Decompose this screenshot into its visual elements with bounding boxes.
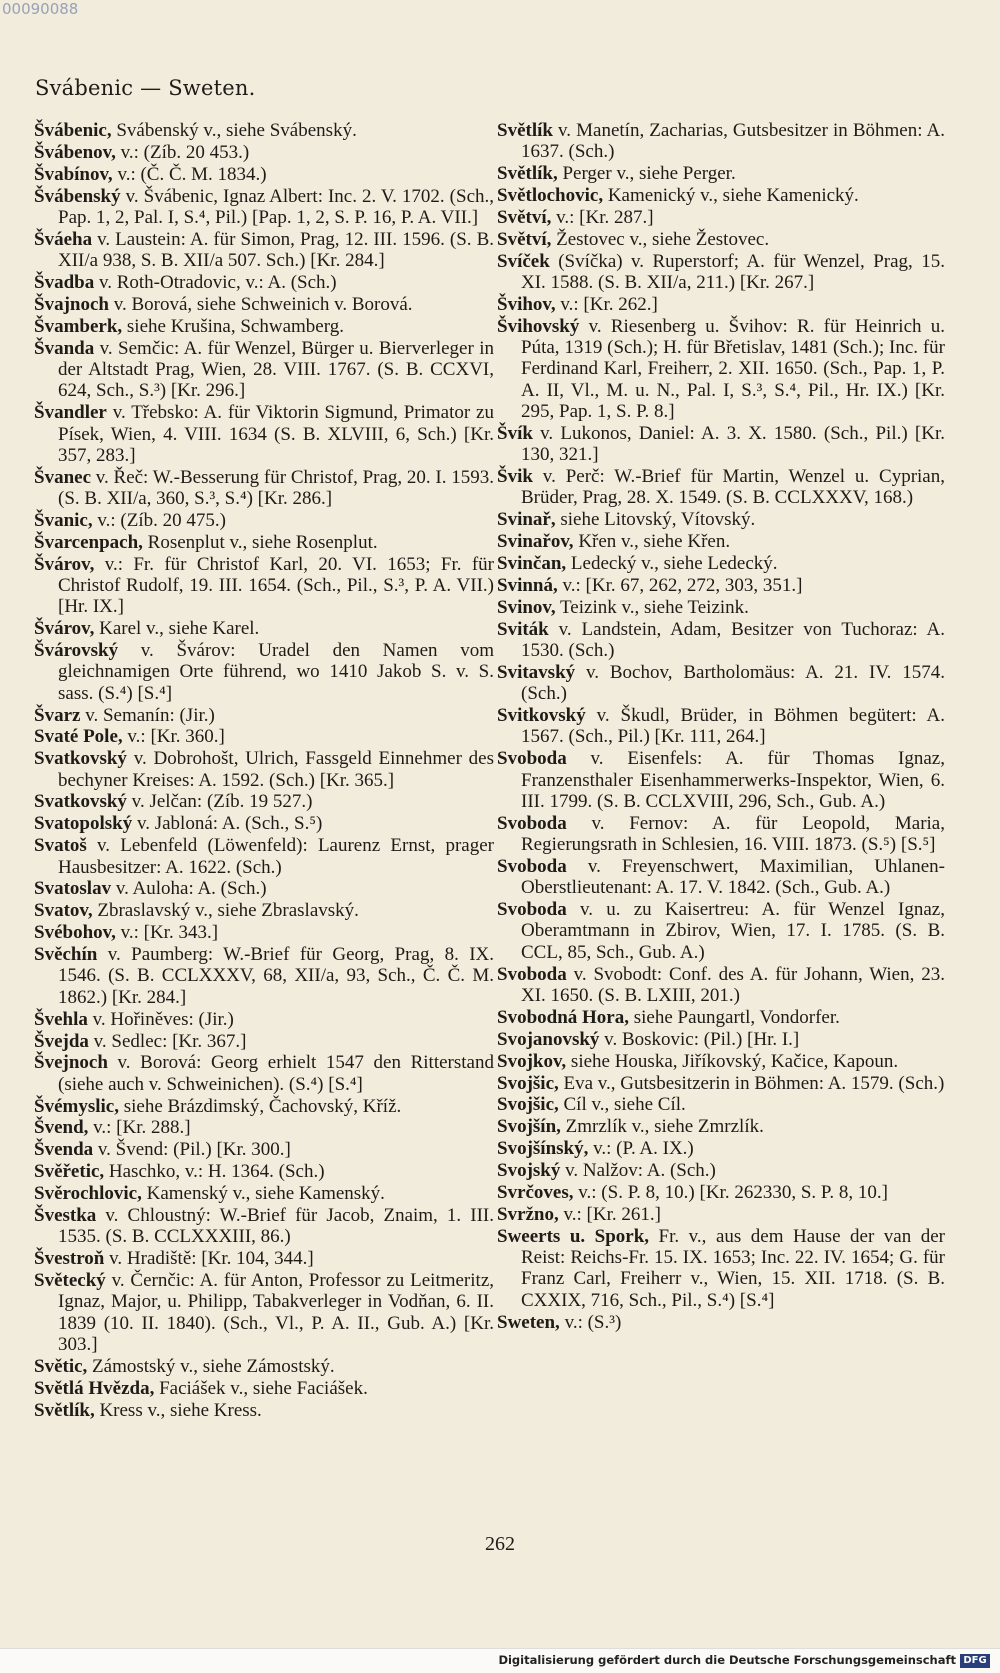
dictionary-entry <box>497 1116 945 1137</box>
dictionary-entry <box>497 423 945 466</box>
entry-text: v. Švábenic, Ignaz Albert: Inc. 2. V. 1702. (Sch., Pap. 1, 2, Pal. I, S.⁴, Pil.) [Pap. 1, 2, S. P. 16, P. A. VII.] <box>58 185 494 228</box>
dictionary-entry <box>34 510 494 531</box>
entry-headword: Svatopolský <box>34 813 133 835</box>
entry-text: Zbraslavský v., siehe Zbraslavský. <box>92 900 359 922</box>
dictionary-entry <box>34 1009 494 1030</box>
entry-headword: Svoboda <box>497 899 567 921</box>
entry-text: v. Škudl, Brüder, in Böhmen begütert: A. 1567. (Sch., Pil.) [Kr. 111, 264.] <box>521 705 945 748</box>
entry-headword: Švanec <box>34 466 91 488</box>
entry-headword: Švabínov, <box>34 163 113 185</box>
dictionary-entry <box>497 1138 945 1159</box>
dictionary-entry <box>34 272 494 293</box>
footer-bar <box>0 1648 1000 1673</box>
entry-headword: Švadba <box>34 272 95 294</box>
entry-text: v.: (Č. Č. M. 1834.) <box>112 163 267 185</box>
entry-headword: Svinař, <box>497 509 556 531</box>
entry-text: v. Třebsko: A. für Viktorin Sigmund, Primator zu Písek, Wien, 4. VIII. 1634 (S. B. XLVIII, 6, Sch.) [Kr. 357, 283.] <box>58 402 494 466</box>
entry-headword: Švanic, <box>34 509 93 531</box>
entry-headword: Svinov, <box>497 596 556 618</box>
entry-headword: Svoboda <box>497 748 567 770</box>
entry-text: v. Lebenfeld (Löwenfeld): Laurenz Ernst, prager Hausbesitzer: A. 1622. (Sch.) <box>58 835 494 878</box>
dictionary-entry <box>34 1356 494 1377</box>
entry-headword: Švémyslic, <box>34 1095 119 1117</box>
entry-headword: Švestroň <box>34 1248 105 1270</box>
entry-text: v. Bochov, Bartholomäus: A. 21. IV. 1574. (Sch.) <box>521 661 945 705</box>
entry-text: v. Svobodt: Conf. des A. für Johann, Wien, 23. XI. 1650. (S. B. LXIII, 201.) <box>521 963 945 1006</box>
dictionary-entry <box>497 466 945 509</box>
entry-headword: Svíček <box>497 250 550 272</box>
entry-headword: Svinná, <box>497 574 558 596</box>
entry-text: Křen v., siehe Křen. <box>573 531 731 553</box>
entry-text: v. Nalžov: A. (Sch.) <box>560 1160 716 1182</box>
entry-headword: Svaté Pole, <box>34 726 123 748</box>
dictionary-entry <box>34 705 494 726</box>
entry-headword: Sweerts u. Spork, <box>497 1225 650 1247</box>
entry-text: siehe Brázdimský, Čachovský, Kříž. <box>118 1095 402 1117</box>
entry-text: Žestovec v., siehe Žestovec. <box>551 228 770 250</box>
entry-headword: Svoboda <box>497 812 567 834</box>
entry-headword: Švajnoch <box>34 293 109 315</box>
entry-text: v. Manetín, Zacharias, Gutsbesitzer in Böhmen: A. 1637. (Sch.) <box>521 120 945 163</box>
dictionary-entry <box>497 619 945 662</box>
dictionary-entry <box>34 467 494 510</box>
entry-text: v.: [Kr. 288.] <box>88 1117 191 1139</box>
entry-headword: Švanda <box>34 337 95 359</box>
dictionary-entry <box>34 1161 494 1182</box>
dictionary-entry <box>34 726 494 747</box>
entry-headword: Švejnoch <box>34 1052 108 1074</box>
dictionary-entry <box>34 186 494 229</box>
entry-text: v.: (S. P. 8, 10.) [Kr. 262330, S. P. 8, 10.] <box>573 1181 888 1203</box>
entry-headword: Švárov, <box>34 553 95 575</box>
dictionary-entry <box>497 575 945 596</box>
dictionary-entry <box>34 791 494 812</box>
entry-headword: Svojšic, <box>497 1094 559 1116</box>
entry-text: v. Hořiněves: (Jir.) <box>87 1008 234 1030</box>
dictionary-entry <box>34 1270 494 1355</box>
entry-text: v. Semanín: (Jir.) <box>80 704 215 726</box>
dictionary-entry <box>497 120 945 163</box>
entry-headword: Švenda <box>34 1139 94 1161</box>
entry-headword: Svojšic, <box>497 1072 559 1094</box>
running-header: Svábenic — Sweten. <box>35 76 256 100</box>
scan-id: 00090088 <box>2 0 79 18</box>
entry-text: v. Černčic: A. für Anton, Professor zu Leitmeritz, Ignaz, Major, u. Philipp, Tabakverleger in Vodňan, 6. II. 1839 (10. II. 1840). (Sch., Vl., P. A. II., Gub. A.) [Kr. 303.] <box>58 1270 494 1355</box>
dictionary-entry <box>34 922 494 943</box>
dictionary-entry <box>34 316 494 337</box>
entry-headword: Švend, <box>34 1117 89 1139</box>
entry-headword: Svatoš <box>34 835 87 857</box>
entry-text: v.: [Kr. 360.] <box>122 726 225 748</box>
dictionary-entry <box>34 813 494 834</box>
entry-text: v.: [Kr. 287.] <box>551 206 654 228</box>
dictionary-entry <box>497 748 945 812</box>
dictionary-entry <box>497 813 945 856</box>
dictionary-entry <box>34 1052 494 1095</box>
entry-headword: Švík <box>497 422 533 444</box>
dictionary-entry <box>497 294 945 315</box>
entry-headword: Svojšín, <box>497 1116 561 1138</box>
dictionary-entry <box>497 964 945 1007</box>
dictionary-entry <box>497 251 945 294</box>
entry-text: Eva v., Gutsbesitzerin in Böhmen: A. 1579. (Sch.) <box>558 1072 945 1094</box>
entry-headword: Svitavský <box>497 661 576 683</box>
dictionary-entry <box>34 402 494 466</box>
entry-text: v. Chloustný: W.-Brief für Jacob, Znaim, 1. III. 1535. (S. B. CCLXXXIII, 86.) <box>58 1205 494 1248</box>
entry-text: siehe Paungartl, Vondorfer. <box>628 1006 840 1028</box>
entry-headword: Svěřetic, <box>34 1161 105 1183</box>
entry-text: v.: [Kr. 262.] <box>555 293 658 315</box>
dictionary-entry <box>497 316 945 422</box>
entry-text: Svábenský v., siehe Svábenský. <box>111 120 357 141</box>
entry-headword: Švárovský <box>34 640 119 662</box>
dictionary-entry <box>497 1094 945 1115</box>
entry-headword: Svobodná Hora, <box>497 1006 629 1028</box>
entry-text: v. Borová: Georg erhielt 1547 den Ritterstand (siehe auch v. Schweinichen). (S.⁴) [S.⁴] <box>58 1052 494 1095</box>
entry-headword: Švik <box>497 466 533 488</box>
entry-headword: Svatov, <box>34 900 93 922</box>
entry-text: v. Landstein, Adam, Besitzer von Tuchoraz: A. 1530. (Sch.) <box>521 618 945 662</box>
entry-text: v. Jelčan: (Zíb. 19 527.) <box>126 791 313 813</box>
entry-headword: Svinařov, <box>497 531 574 553</box>
dictionary-entry <box>34 532 494 553</box>
dictionary-entry <box>34 900 494 921</box>
dictionary-entry <box>34 554 494 618</box>
entry-text: Kamenský v., siehe Kamenský. <box>141 1183 385 1205</box>
entry-headword: Svinčan, <box>497 553 567 575</box>
dictionary-entry <box>497 597 945 618</box>
entry-headword: Švejda <box>34 1030 89 1052</box>
entry-headword: Švandler <box>34 402 107 424</box>
entry-text: v.: [Kr. 261.] <box>558 1203 661 1225</box>
entry-text: v. Boskovic: (Pil.) [Hr. I.] <box>599 1028 800 1050</box>
entry-text: v. Riesenberg u. Švihov: R. für Heinrich u. Púta, 1319 (Sch.); H. für Břetislav, 1481 (Sch.); Inc. für Ferdinand Karl, Freiherr, 2. XII. 1650. (Sch., Pap. 1, P. A. II, Vl., M. u. N., Pal. I, S.³, S.⁴, Pil., Hr. IX.) [Kr. 295, Pap. 1, S. P. 8.] <box>521 315 945 423</box>
entry-text: v.: (S.³) <box>559 1311 622 1333</box>
dictionary-entry <box>497 207 945 228</box>
entry-text: v.: (Zíb. 20 475.) <box>92 509 226 531</box>
entry-headword: Šváeha <box>34 228 93 250</box>
entry-headword: Svatoslav <box>34 878 112 900</box>
entry-text: v. Auloha: A. (Sch.) <box>111 878 267 900</box>
entry-text: Cíl v., siehe Cíl. <box>558 1094 686 1116</box>
entry-text: Teizink v., siehe Teizink. <box>555 596 749 618</box>
entry-text: Karel v., siehe Karel. <box>94 618 260 640</box>
dictionary-entry <box>497 531 945 552</box>
entry-headword: Svržno, <box>497 1203 559 1225</box>
dictionary-entry <box>34 1248 494 1269</box>
entry-text: v. Švárov: Uradel den Namen vom gleichnamigen Orte führend, wo 1410 Jakob S. v. S. sass. (S.⁴) [S.⁴] <box>58 640 494 704</box>
footer-text: Digitalisierung gefördert durch die Deutsche Forschungsgemeinschaft <box>498 1653 956 1667</box>
left-column <box>34 120 494 1422</box>
dictionary-entry <box>34 1205 494 1248</box>
entry-text: siehe Houska, Jiříkovský, Kačice, Kapoun. <box>566 1050 899 1072</box>
dictionary-entry <box>497 1051 945 1072</box>
entry-headword: Svoboda <box>497 855 567 877</box>
entry-text: v.: [Kr. 67, 262, 272, 303, 351.] <box>557 574 803 596</box>
entry-text: v.: (P. A. IX.) <box>588 1138 694 1160</box>
entry-text: Kress v., siehe Kress. <box>94 1399 262 1421</box>
dictionary-entry <box>34 640 494 704</box>
dictionary-entry <box>497 856 945 899</box>
dictionary-entry <box>497 553 945 574</box>
entry-text: v. Švend: (Pil.) [Kr. 300.] <box>93 1139 291 1161</box>
entry-text: v. Eisenfels: A. für Thomas Ignaz, Franzensthaler Eisenhammerwerks-Inspektor, Wien, 6. III. 1799. (S. B. CCLXVIII, 296, Sch., Gub. A.) <box>521 748 945 812</box>
entry-text: Fr. v., aus dem Hause der van der Reist: Reichs-Fr. 15. IX. 1653; Inc. 22. IV. 1654; G. für Franz Carl, Freiherr v., Wien, 15. XII. 1718. (S. B. CXXIX, 716, Sch., Pil., S.⁴) [S.⁴] <box>521 1225 945 1311</box>
entry-text: v.: Fr. für Christof Karl, 20. VI. 1653; Fr. für Christof Rudolf, 19. III. 1654. (Sch., Pil., S.³, P. A. VII.) [Hr. IX.] <box>58 553 494 618</box>
entry-text: v. Semčic: A. für Wenzel, Bürger u. Bierverleger in der Altstadt Prag, Wien, 28. VIII. 1767. (S. B. CCXVI, 624, Sch., S.³) [Kr. 296.] <box>58 337 494 402</box>
dictionary-entry <box>34 835 494 878</box>
dictionary-entry <box>34 944 494 1008</box>
entry-text: Faciášek v., siehe Faciášek. <box>154 1377 368 1399</box>
entry-headword: Sviták <box>497 618 549 640</box>
dfg-logo: DFG <box>960 1654 990 1668</box>
entry-headword: Světví, <box>497 228 552 250</box>
entry-headword: Švehla <box>34 1008 88 1030</box>
entry-headword: Světlík, <box>497 163 558 185</box>
entry-headword: Švábenov, <box>34 141 116 163</box>
entry-headword: Svojkov, <box>497 1050 567 1072</box>
entry-text: Perger v., siehe Perger. <box>557 163 736 185</box>
entry-headword: Svoboda <box>497 963 567 985</box>
dictionary-entry <box>497 1007 945 1028</box>
page-number: 262 <box>485 1533 515 1555</box>
entry-headword: Švihovský <box>497 315 580 337</box>
entry-headword: Světlá Hvězda, <box>34 1377 155 1399</box>
entry-text: v. Roth-Otradovic, v.: A. (Sch.) <box>94 272 337 294</box>
entry-headword: Švestka <box>34 1205 97 1227</box>
entry-headword: Svébohov, <box>34 922 116 944</box>
entry-headword: Sweten, <box>497 1311 560 1333</box>
entry-text: v. Freyenschwert, Maximilian, Uhlanen-Oberstlieutenant: A. 17. V. 1842. (Sch., Gub. A.) <box>521 855 945 899</box>
dictionary-entry <box>34 618 494 639</box>
dictionary-entry <box>497 163 945 184</box>
entry-headword: Svrčoves, <box>497 1181 574 1203</box>
dictionary-entry <box>34 142 494 163</box>
entry-text: Ledecký v., siehe Ledecký. <box>566 553 778 575</box>
dictionary-entry <box>497 1226 945 1311</box>
entry-text: siehe Krušina, Schwamberg. <box>122 315 344 337</box>
dictionary-entry <box>34 229 494 272</box>
dictionary-entry <box>497 899 945 963</box>
entry-text: v. Lukonos, Daniel: A. 3. X. 1580. (Sch., Pil.) [Kr. 130, 321.] <box>521 422 945 466</box>
entry-headword: Světlík <box>497 120 553 141</box>
entry-text: Haschko, v.: H. 1364. (Sch.) <box>104 1161 325 1183</box>
dictionary-entry <box>34 748 494 791</box>
entry-text: Rosenplut v., siehe Rosenplut. <box>142 531 378 553</box>
entry-headword: Švábenic, <box>34 120 112 141</box>
dictionary-entry <box>497 1073 945 1094</box>
entry-headword: Švamberk, <box>34 315 123 337</box>
dictionary-entry <box>497 705 945 748</box>
entry-headword: Svojský <box>497 1160 561 1182</box>
entry-headword: Svěchín <box>34 944 98 966</box>
dictionary-entry <box>497 1182 945 1203</box>
entry-text: siehe Litovský, Vítovský. <box>555 509 756 531</box>
entry-text: v. Řeč: W.-Besserung für Christof, Prag, 20. I. 1593. (S. B. XII/a, 360, S.³, S.⁴) [Kr. 286.] <box>58 466 494 509</box>
dictionary-entry <box>497 1204 945 1225</box>
dictionary-entry <box>497 229 945 250</box>
entry-text: v. Hradiště: [Kr. 104, 344.] <box>104 1248 314 1270</box>
dictionary-entry <box>34 1117 494 1138</box>
entry-text: v. Laustein: A. für Simon, Prag, 12. III. 1596. (S. B. XII/a 938, S. B. XII/a 507. Sch.) [Kr. 284.] <box>58 228 494 272</box>
dictionary-entry <box>34 164 494 185</box>
entry-headword: Svojšínský, <box>497 1138 589 1160</box>
entry-text: v. Borová, siehe Schweinich v. Borová. <box>108 293 413 315</box>
entry-headword: Světecký <box>34 1270 106 1292</box>
entry-headword: Svatkovský <box>34 748 127 770</box>
entry-text: v. Fernov: A. für Leopold, Maria, Regierungsrath in Schlesien, 16. VIII. 1873. (S.⁵) [S.⁵] <box>521 812 945 856</box>
entry-headword: Svitkovský <box>497 705 586 727</box>
entry-text: v. Sedlec: [Kr. 367.] <box>88 1030 247 1052</box>
entry-text: v.: (Zíb. 20 453.) <box>115 141 250 163</box>
dictionary-entry <box>34 1096 494 1117</box>
dictionary-entry <box>34 1031 494 1052</box>
entry-headword: Světví, <box>497 206 552 228</box>
dictionary-entry <box>497 1029 945 1050</box>
dictionary-entry <box>34 294 494 315</box>
entry-headword: Svojanovský <box>497 1028 600 1050</box>
entry-headword: Světic, <box>34 1355 88 1377</box>
entry-text: v.: [Kr. 343.] <box>115 922 219 944</box>
dictionary-entry <box>34 120 494 141</box>
dictionary-entry <box>497 1312 945 1333</box>
entry-headword: Švábenský <box>34 185 121 207</box>
dictionary-entry <box>34 1139 494 1160</box>
dictionary-entry <box>34 338 494 402</box>
entry-headword: Švarcenpach, <box>34 531 143 553</box>
entry-text: Kamenický v., siehe Kamenický. <box>603 185 859 207</box>
entry-headword: Svěrochlovic, <box>34 1183 142 1205</box>
dictionary-entry <box>497 662 945 705</box>
entry-text: (Svíčka) v. Ruperstorf; A. für Wenzel, Prag, 15. XI. 1588. (S. B. XII/a, 211.) [Kr. 267.] <box>521 250 945 294</box>
entry-text: Zmrzlík v., siehe Zmrzlík. <box>560 1116 764 1138</box>
entry-text: v. Paumberg: W.-Brief für Georg, Prag, 8. IX. 1546. (S. B. CCLXXXV, 68, XII/a, 93, Sch., Č. Č. M. 1862.) [Kr. 284.] <box>58 944 494 1008</box>
entry-headword: Světlík, <box>34 1399 95 1421</box>
entry-headword: Švárov, <box>34 618 95 640</box>
dictionary-entry <box>34 1378 494 1399</box>
dictionary-entry <box>497 509 945 530</box>
entry-headword: Svatkovský <box>34 791 127 813</box>
entry-text: v. Jabloná: A. (Sch., S.⁵) <box>132 813 323 835</box>
entry-text: Zámostský v., siehe Zámostský. <box>87 1355 335 1377</box>
entry-headword: Švihov, <box>497 293 556 315</box>
dictionary-entry <box>497 1160 945 1181</box>
entry-headword: Švarz <box>34 704 81 726</box>
dictionary-entry <box>34 1400 494 1421</box>
entry-text: v. u. zu Kaisertreu: A. für Wenzel Ignaz, Oberamtmann in Zbirov, Wien, 17. I. 1785. (S. B. CCL, 85, Sch., Gub. A.) <box>521 899 945 963</box>
entry-headword: Světlochovic, <box>497 185 604 207</box>
right-column <box>497 120 945 1333</box>
dictionary-entry <box>497 185 945 206</box>
entry-text: v. Dobrohošt, Ulrich, Fassgeld Einnehmer des bechyner Kreises: A. 1592. (Sch.) [Kr. 365.] <box>58 748 494 791</box>
dictionary-entry <box>34 1183 494 1204</box>
entry-text: v. Perč: W.-Brief für Martin, Wenzel u. Cyprian, Brüder, Prag, 28. X. 1549. (S. B. CCLXXXV, 168.) <box>521 466 945 509</box>
dictionary-entry <box>34 878 494 899</box>
